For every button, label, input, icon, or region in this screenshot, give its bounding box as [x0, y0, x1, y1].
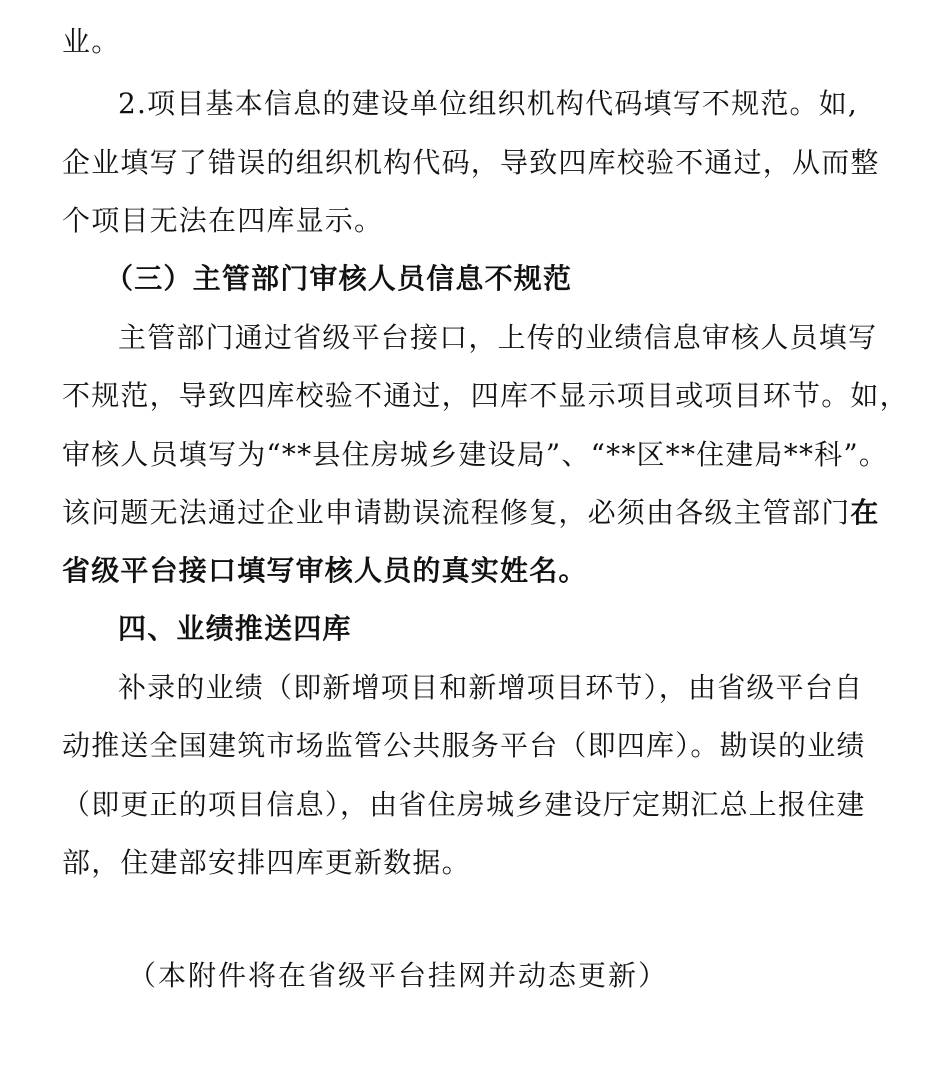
section-3-para-line-2: 不规范，导致四库校验不通过，四库不显示项目或项目环节。如，: [62, 379, 909, 412]
bold-emphasis-line: 省级平台接口填写审核人员的真实姓名。: [62, 554, 588, 587]
section-3-para-line-1: 主管部门通过省级平台接口，上传的业绩信息审核人员填写: [118, 321, 878, 354]
section-3-heading: （三）主管部门审核人员信息不规范: [105, 262, 573, 295]
section-4-para-line-1: 补录的业绩（即新增项目和新增项目环节），由省级平台自: [118, 671, 864, 704]
section-3-para-line-3: 审核人员填写为“**县住房城乡建设局”、“**区**住建局**科”。: [62, 438, 889, 471]
section-4-heading: 四、业绩推送四库: [118, 612, 352, 645]
section-3-para-line-4: [62, 495, 882, 531]
attachment-note: （本附件将在省级平台挂网并动态更新）: [128, 959, 669, 992]
section-4-para-line-4: 部，住建部安排四库更新数据。: [62, 846, 471, 879]
section-4-para-line-3: （即更正的项目信息），由省住房城乡建设厅定期汇总上报住建: [62, 788, 866, 821]
section-3-para-line-4-text: 该问题无法通过企业申请勘误流程修复，必须由各级主管部门: [62, 496, 851, 529]
item-2-line-1: 2.项目基本信息的建设单位组织机构代码填写不规范。如,: [118, 87, 859, 120]
item-2-line-3: 个项目无法在四库显示。: [62, 204, 384, 237]
bold-emphasis-start: 在: [850, 496, 880, 529]
item-2-line-2: 企业填写了错误的组织机构代码，导致四库校验不通过，从而整: [62, 146, 880, 179]
section-4-para-line-2: 动推送全国建筑市场监管公共服务平台（即四库）。勘误的业绩: [62, 729, 866, 762]
text-line-1: 业。: [62, 25, 121, 58]
